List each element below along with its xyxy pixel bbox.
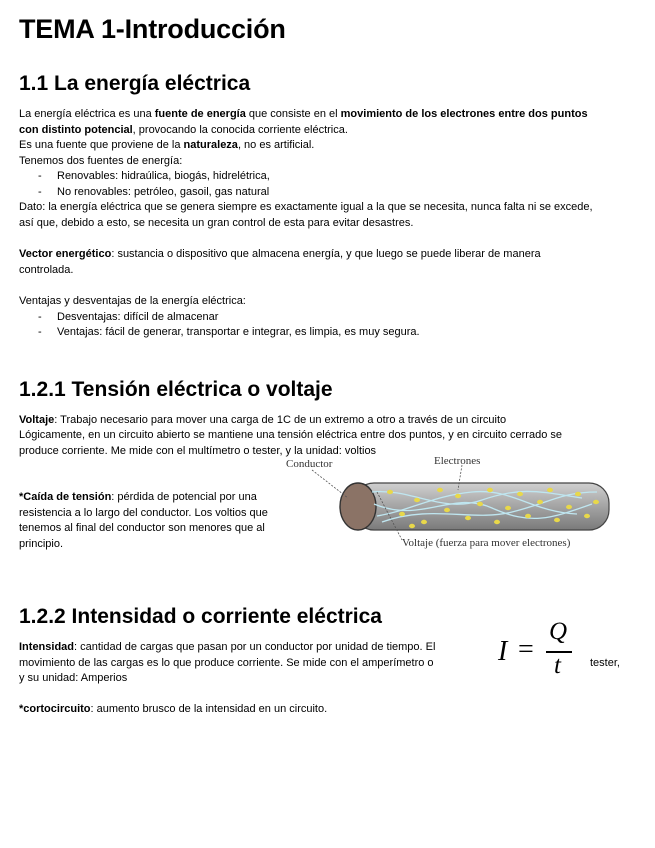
intensidad-tester: tester, — [590, 657, 620, 669]
dato-note: Dato: la energía eléctrica que se genera siempre es exactamente igual a la que se necesita, nunca falta ni se excede, así que, debido a esto, se necesita un gran control de esta para evitar desastres. — [19, 201, 593, 229]
energia-origin: Es una fuente que proviene de la naturaleza, no es artificial. — [19, 139, 315, 151]
label-voltaje: Voltaje (fuerza para mover electrones) — [402, 537, 571, 549]
intensidad-definition: Intensidad: cantidad de cargas que pasan por un conductor por unidad de tiempo. El movimiento de las cargas es lo que produce corriente. Se mide con el amperímetro o y su unidad: Amperios — [19, 640, 471, 687]
list-item: - Desventajas: difícil de almacenar — [19, 310, 599, 326]
section-heading-energia: 1.1 La energía eléctrica — [19, 72, 251, 95]
paragraph-energia — [19, 107, 599, 231]
ventajas-list — [19, 310, 599, 341]
ventajas-intro: Ventajas y desventajas de la energía eléctrica: — [19, 295, 246, 307]
voltaje-definition: Voltaje: Trabajo necesario para mover una carga de 1C de un extremo a otro a través de un circuito — [19, 414, 507, 426]
section-heading-tension: 1.2.1 Tensión eléctrica o voltaje — [19, 378, 333, 401]
energia-definition: La energía eléctrica es una fuente de energía que consiste en el movimiento de los electrones entre dos puntos con distinto potencial, provocando la conocida corriente eléctrica. — [19, 108, 588, 136]
formula-Q: Q — [549, 618, 568, 645]
voltaje-logic: Lógicamente, en un circuito abierto se mantiene una tensión eléctrica entre dos puntos, y en circuito cerrado se produce corriente. Me mide con el multímetro o tester, y la unidad: voltios — [19, 429, 562, 457]
intensidad-formula — [496, 620, 586, 682]
vector-energetico: Vector energético: sustancia o dispositivo que almacena energía, y que luego se puede liberar de manera controlada. — [19, 248, 541, 276]
list-item: - Renovables: hidraúlica, biogás, hidrelétrica, — [19, 169, 599, 185]
cortocircuito: *cortocircuito: aumento brusco de la intensidad en un circuito. — [19, 703, 328, 715]
page-title: TEMA 1-Introducción — [19, 14, 286, 44]
intensidad-unit: y su unidad: Amperios — [19, 672, 128, 684]
list-item: - Ventajas: fácil de generar, transportar e integrar, es limpia, es muy segura. — [19, 325, 599, 341]
formula-I: I — [498, 636, 508, 667]
formula-equals: = — [518, 634, 534, 665]
list-item: - No renovables: petróleo, gasoil, gas natural — [19, 185, 599, 201]
energia-sources-intro: Tenemos dos fuentes de energía: — [19, 154, 183, 167]
conductor-end-cap — [340, 483, 376, 530]
sources-list — [19, 169, 599, 200]
ventajas-block — [19, 294, 599, 341]
label-electrones: Electrones — [434, 455, 481, 467]
label-conductor: Conductor — [286, 458, 333, 470]
caida-tension: *Caída de tensión: pérdida de potencial por una resistencia a lo largo del conductor. Los voltios que tenemos al final del conductor son menores que al principio. — [19, 491, 268, 550]
formula-t: t — [554, 652, 561, 679]
section-heading-intensidad: 1.2.2 Intensidad o corriente eléctrica — [19, 605, 382, 628]
conductor-figure — [282, 452, 617, 557]
